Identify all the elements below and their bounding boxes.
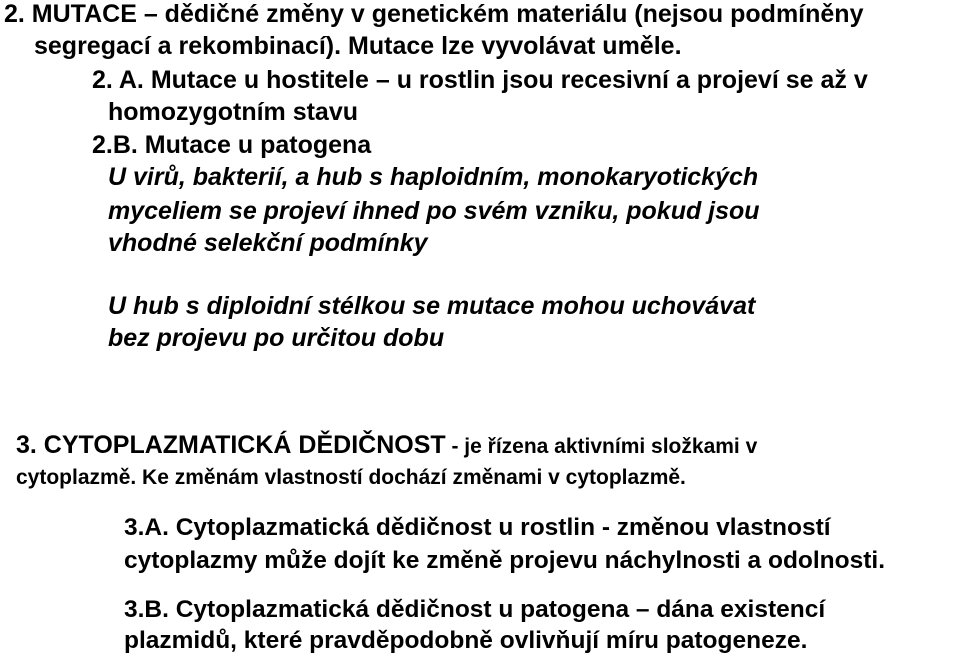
section-2-heading-line-2: segregací a rekombinací). Mutace lze vyvolávat uměle. — [34, 32, 682, 60]
section-2a-line-2: homozygotním stavu — [108, 98, 359, 126]
section-3-heading-rest: - je řízena aktivními složkami v — [445, 435, 758, 458]
section-3b-line-2: plazmidů, které pravděpodobně ovlivňují míru patogeneze. — [124, 627, 808, 654]
section-2a-line-1: 2. A. Mutace u hostitele – u rostlin jsou recesivní a projeví se až v — [92, 66, 868, 94]
section-3a-line-1: 3.A. Cytoplazmatická dědičnost u rostlin - změnou vlastností — [124, 514, 831, 541]
section-2b-para-1-line-3: vhodné selekční podmínky — [108, 229, 428, 257]
section-2b-para-1-line-1: U virů, bakterií, a hub s haploidním, monokaryotických — [108, 163, 759, 191]
section-2-heading-line-1: 2. MUTACE – dědičné změny v genetickém materiálu (nejsou podmíněny — [4, 0, 864, 28]
section-2b-para-2-line-1: U hub s diploidní stélkou se mutace mohou uchovávat — [108, 292, 756, 320]
section-3-heading-line-2: cytoplazmě. Ke změnám vlastností dochází změnami v cytoplazmě. — [16, 466, 686, 489]
section-3b-line-1: 3.B. Cytoplazmatická dědičnost u patogena – dána existencí — [124, 596, 826, 623]
section-2b-title: 2.B. Mutace u patogena — [92, 131, 372, 159]
section-2b-para-1-line-2: myceliem se projeví ihned po svém vzniku, pokud jsou — [108, 197, 760, 225]
section-3-heading-title: 3. CYTOPLAZMATICKÁ DĚDIČNOST — [16, 431, 446, 459]
section-3-heading-line-1 — [16, 431, 757, 460]
section-2b-para-2-line-2: bez projevu po určitou dobu — [108, 324, 445, 352]
section-3a-line-2: cytoplazmy může dojít ke změně projevu náchylnosti a odolnosti. — [124, 547, 886, 574]
